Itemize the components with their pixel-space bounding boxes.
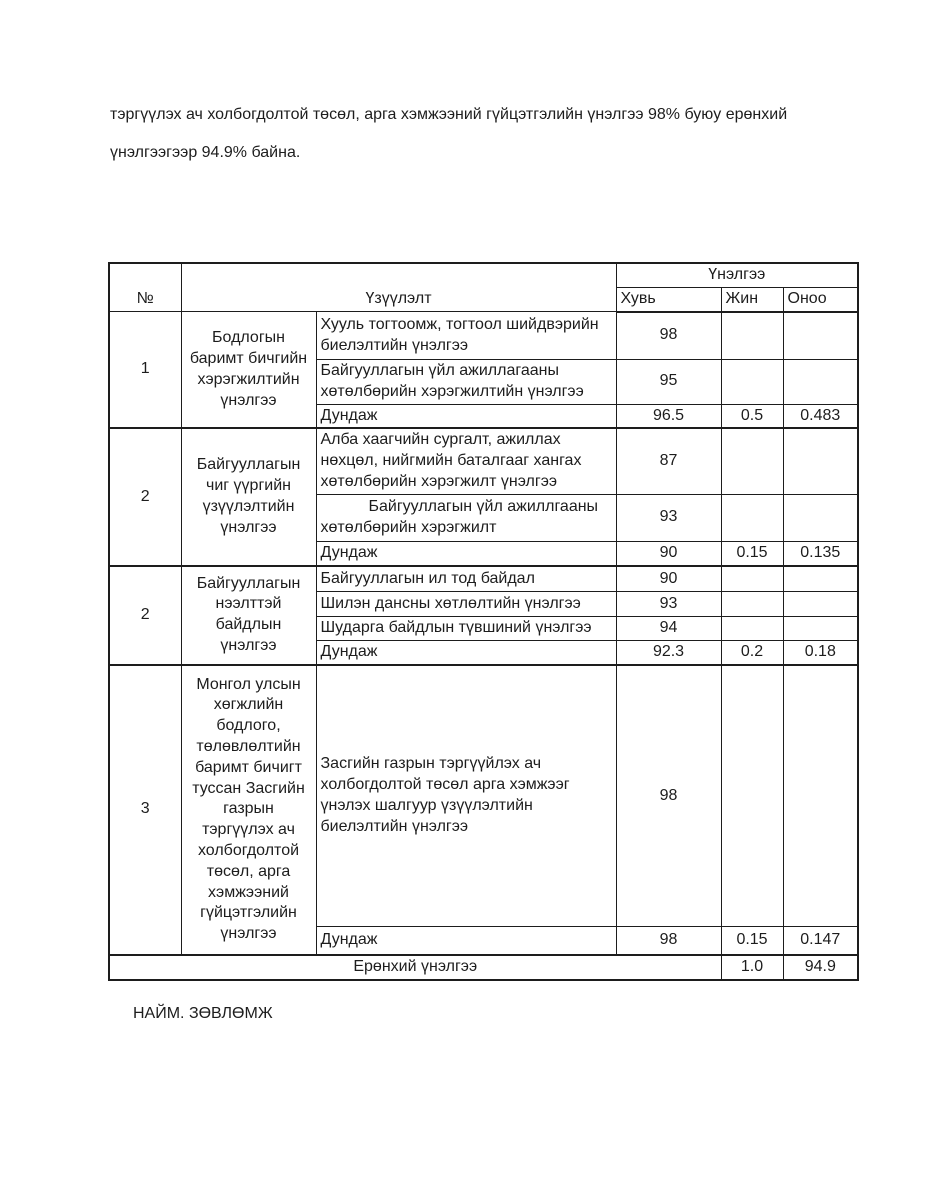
weight-cell (721, 617, 783, 641)
score-cell (783, 494, 858, 541)
weight-cell: 1.0 (721, 955, 783, 980)
score-cell (783, 566, 858, 592)
score-cell (783, 617, 858, 641)
weight-cell: 0.5 (721, 404, 783, 428)
weight-cell: 0.15 (721, 541, 783, 565)
weight-cell (721, 360, 783, 405)
weight-cell (721, 665, 783, 927)
col-header-no: № (109, 263, 181, 312)
indicator-cell: Байгууллагын ил тод байдал (316, 566, 616, 592)
row-number-cell: 2 (109, 428, 181, 565)
score-cell (783, 360, 858, 405)
table-row (109, 566, 858, 592)
weight-cell: 0.2 (721, 640, 783, 664)
average-label-cell: Дундаж (316, 640, 616, 664)
percent-cell: 87 (616, 428, 721, 494)
table-row (109, 428, 858, 494)
category-cell: Бодлогын баримт бичгийн хэрэгжилтийн үнэлгээ (181, 312, 316, 429)
indicator-cell: Байгууллагын үйл ажиллагааны хөтөлбөрийн хэрэгжилтийн үнэлгээ (316, 360, 616, 405)
col-header-weight: Жин (721, 287, 783, 311)
header-row-evaluation (109, 263, 858, 287)
indicator-cell: Шилэн дансны хөтлөлтийн үнэлгээ (316, 592, 616, 617)
weight-cell: 0.15 (721, 927, 783, 955)
col-header-evaluation: Үнэлгээ (616, 263, 858, 287)
percent-cell: 98 (616, 312, 721, 360)
table-row (109, 312, 858, 360)
average-label-cell: Дундаж (316, 541, 616, 565)
percent-cell: 92.3 (616, 640, 721, 664)
percent-cell: 98 (616, 665, 721, 927)
percent-cell: 94 (616, 617, 721, 641)
intro-paragraph: тэргүүлэх ач холбогдолтой төсөл, арга хэмжээний гүйцэтгэлийн үнэлгээ 98% буюу ерөнхий үнэлгээгээр 94.9% байна. (110, 106, 788, 161)
average-label-cell: Дундаж (316, 404, 616, 428)
category-cell: Байгууллагын чиг үүргийн үзүүлэлтийн үнэлгээ (181, 428, 316, 565)
weight-cell (721, 494, 783, 541)
percent-cell: 90 (616, 541, 721, 565)
weight-cell (721, 428, 783, 494)
score-cell (783, 665, 858, 927)
indicator-cell: Байгууллагын үйл ажиллгааны хөтөлбөрийн хэрэгжилт (316, 494, 616, 541)
percent-cell: 93 (616, 592, 721, 617)
weight-cell (721, 312, 783, 360)
row-number-cell: 1 (109, 312, 181, 429)
percent-cell: 93 (616, 494, 721, 541)
weight-cell (721, 592, 783, 617)
weight-cell (721, 566, 783, 592)
col-header-percent: Хувь (616, 287, 721, 311)
score-cell (783, 312, 858, 360)
row-number-cell: 3 (109, 665, 181, 955)
col-header-score: Оноо (783, 287, 858, 311)
col-header-indicator: Үзүүлэлт (181, 263, 616, 312)
row-number-cell: 2 (109, 566, 181, 665)
table-row (109, 665, 858, 927)
score-cell: 94.9 (783, 955, 858, 980)
indicator-cell: Шударга байдлын түвшиний үнэлгээ (316, 617, 616, 641)
indicator-cell: Хууль тогтоомж, тогтоол шийдвэрийн биелэлтийн үнэлгээ (316, 312, 616, 360)
category-cell: Байгууллагын нээлттэй байдлын үнэлгээ (181, 566, 316, 665)
score-cell (783, 428, 858, 494)
score-cell: 0.18 (783, 640, 858, 664)
percent-cell: 98 (616, 927, 721, 955)
indicator-cell: Алба хаагчийн сургалт, ажиллах нөхцөл, нийгмийн баталгааг хангах хөтөлбөрийн хэрэгжилт үнэлгээ (316, 428, 616, 494)
score-cell: 0.147 (783, 927, 858, 955)
percent-cell: 96.5 (616, 404, 721, 428)
category-cell: Монгол улсын хөгжлийн бодлого, төлөвлөлтийн баримт бичигт туссан Засгийн газрын тэргүүлэх ач холбогдолтой төсөл, арга хэмжээний гүйцэтгэлийн үнэлгээ (181, 665, 316, 955)
evaluation-table (108, 262, 859, 981)
score-cell: 0.483 (783, 404, 858, 428)
total-row (109, 955, 858, 980)
section-heading: НАЙМ. ЗӨВЛӨМЖ (133, 1005, 273, 1022)
percent-cell: 95 (616, 360, 721, 405)
indicator-cell: Засгийн газрын тэргүүйлэх ач холбогдолтой төсөл арга хэмжээг үнэлэх шалгуур үзүүлэлтийн биелэлтийн үнэлгээ (316, 665, 616, 927)
average-label-cell: Дундаж (316, 927, 616, 955)
score-cell (783, 592, 858, 617)
total-label-cell: Ерөнхий үнэлгээ (109, 955, 721, 980)
score-cell: 0.135 (783, 541, 858, 565)
percent-cell: 90 (616, 566, 721, 592)
